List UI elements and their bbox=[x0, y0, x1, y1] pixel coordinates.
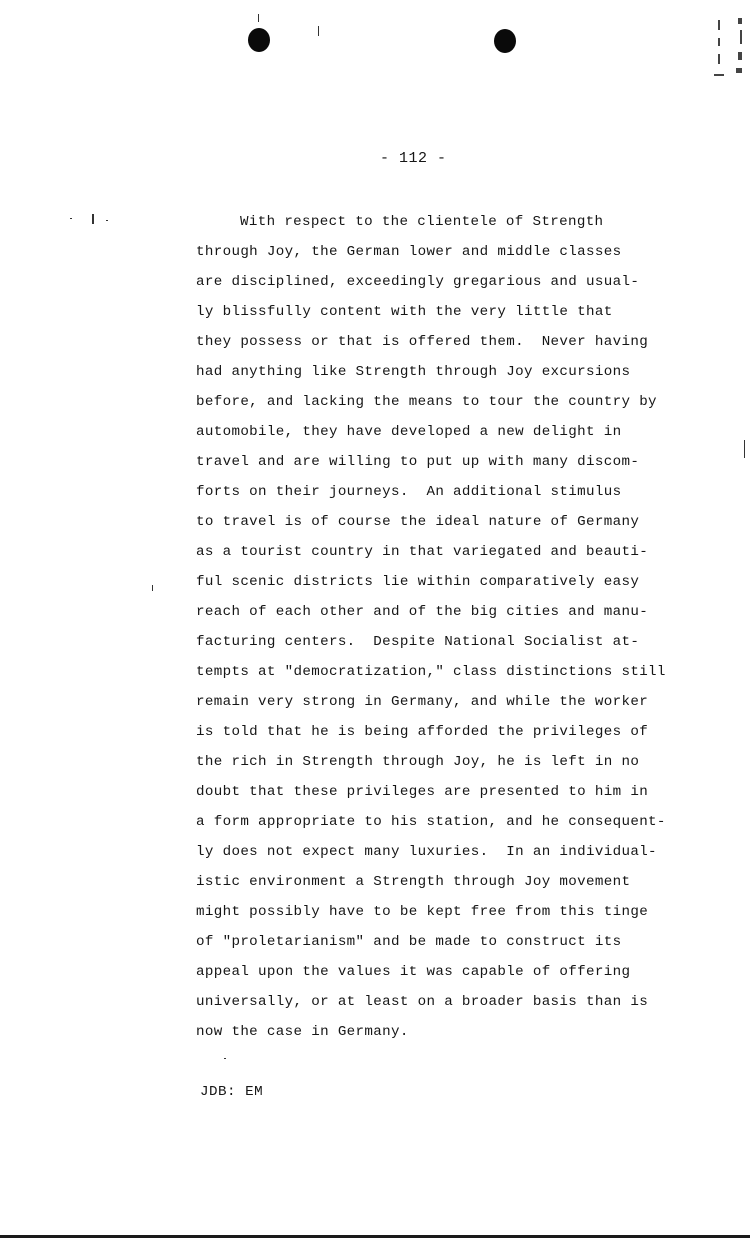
paragraph-line: travel and are willing to put up with many discom- bbox=[196, 454, 640, 470]
paragraph-line: before, and lacking the means to tour the country by bbox=[196, 394, 657, 410]
paragraph-line: forts on their journeys. An additional stimulus bbox=[196, 484, 622, 500]
paragraph-line: ly blissfully content with the very little that bbox=[196, 304, 613, 320]
paragraph-line: istic environment a Strength through Joy movement bbox=[196, 874, 631, 890]
paragraph-line: universally, or at least on a broader basis than is bbox=[196, 994, 649, 1010]
paragraph-line: are disciplined, exceedingly gregarious and usual- bbox=[196, 274, 640, 290]
paragraph-line: facturing centers. Despite National Socialist at- bbox=[196, 634, 640, 650]
paragraph-line: tempts at "democratization," class distinctions still bbox=[196, 664, 666, 680]
paragraph-line: the rich in Strength through Joy, he is left in no bbox=[196, 754, 640, 770]
paragraph-line: now the case in Germany. bbox=[196, 1024, 409, 1040]
page-number: - 112 - bbox=[380, 150, 447, 167]
paragraph-line: as a tourist country in that variegated and beauti- bbox=[196, 544, 649, 560]
paragraph-line: through Joy, the German lower and middle classes bbox=[196, 244, 622, 260]
paragraph-line: to travel is of course the ideal nature of Germany bbox=[196, 514, 640, 530]
paragraph-line: a form appropriate to his station, and he consequent- bbox=[196, 814, 666, 830]
paragraph-line: With respect to the clientele of Strength bbox=[240, 214, 604, 230]
paragraph-line: automobile, they have developed a new delight in bbox=[196, 424, 622, 440]
paragraph-line: of "proletarianism" and be made to construct its bbox=[196, 934, 622, 950]
paragraph-line: they possess or that is offered them. Never having bbox=[196, 334, 649, 350]
typist-initials: JDB: EM bbox=[200, 1084, 264, 1100]
paragraph-line: remain very strong in Germany, and while the worker bbox=[196, 694, 649, 710]
paragraph-line: ly does not expect many luxuries. In an individual- bbox=[196, 844, 657, 860]
paragraph-line: reach of each other and of the big cities and manu- bbox=[196, 604, 649, 620]
paragraph-line: ful scenic districts lie within comparatively easy bbox=[196, 574, 640, 590]
paragraph-line: appeal upon the values it was capable of offering bbox=[196, 964, 631, 980]
paragraph-line: is told that he is being afforded the privileges of bbox=[196, 724, 649, 740]
paragraph-line: had anything like Strength through Joy excursions bbox=[196, 364, 631, 380]
paragraph-line: doubt that these privileges are presented to him in bbox=[196, 784, 649, 800]
paragraph-line: might possibly have to be kept free from this tinge bbox=[196, 904, 649, 920]
